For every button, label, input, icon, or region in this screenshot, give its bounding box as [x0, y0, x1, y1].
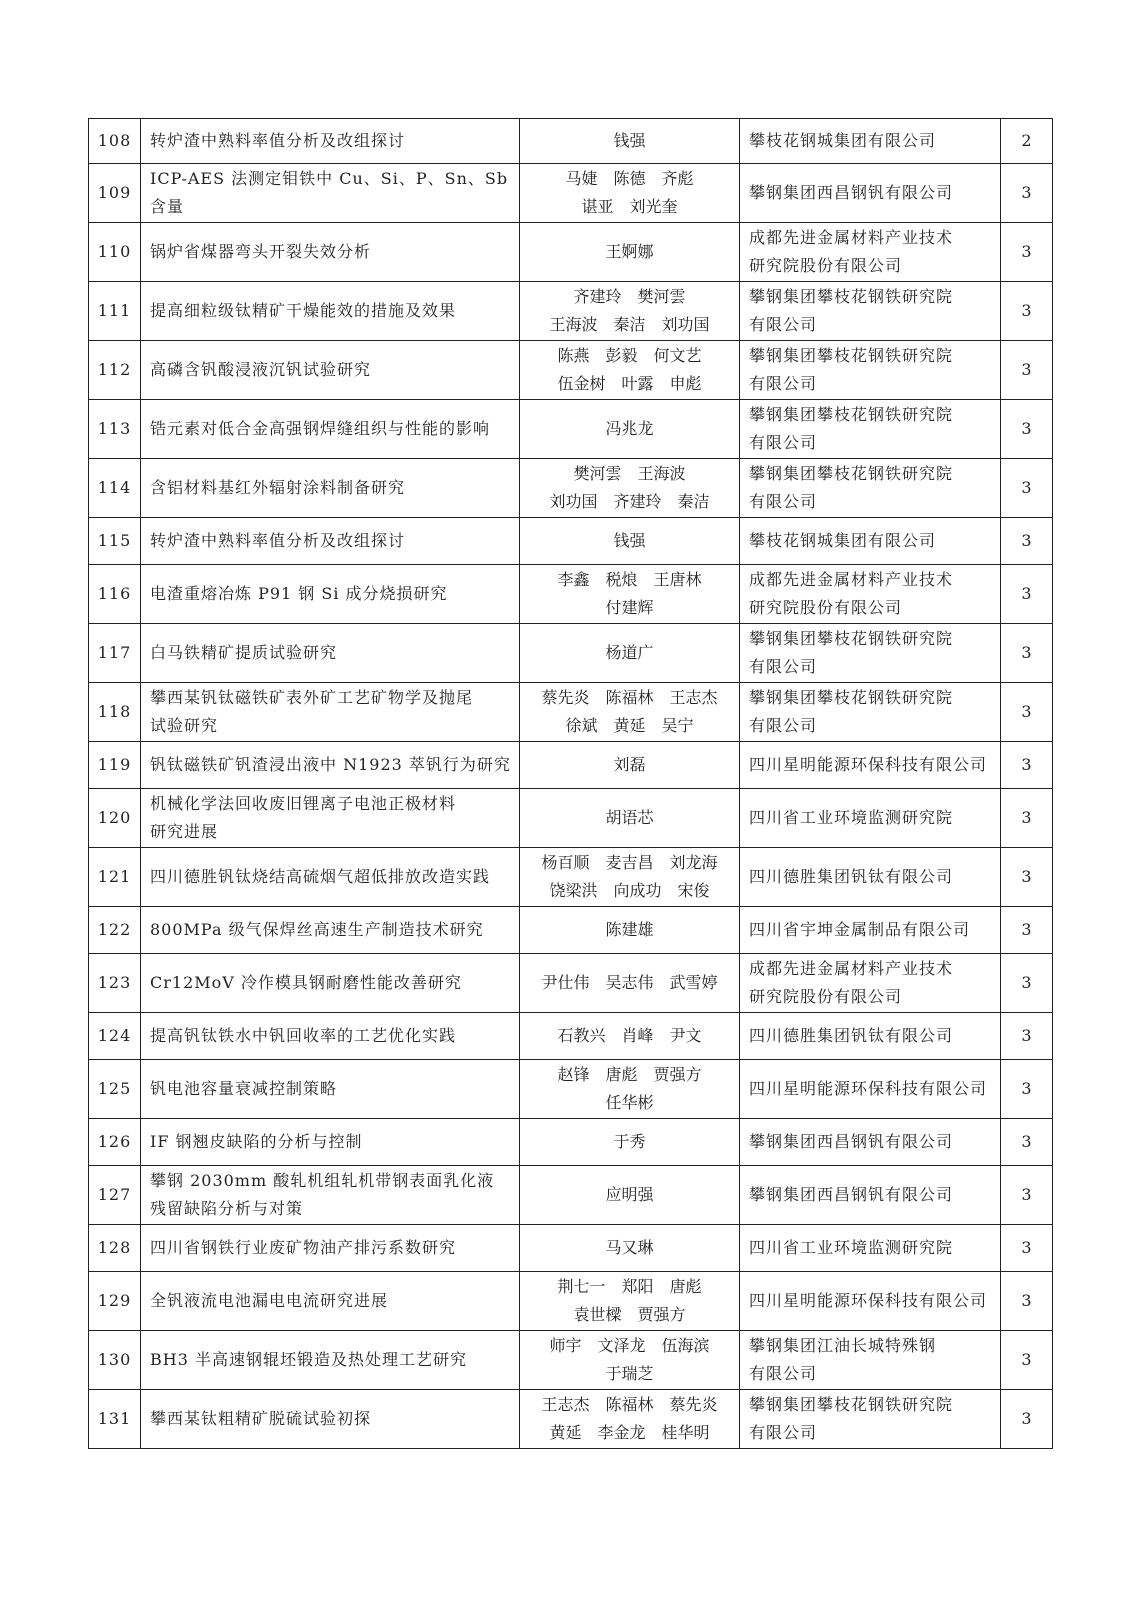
paper-authors [520, 400, 740, 459]
paper-authors [520, 164, 740, 223]
paper-title-line: 钒电池容量衰减控制策略 [150, 1079, 338, 1098]
award-grade: 3 [1001, 683, 1053, 742]
paper-authors-line: 蔡先炎 陈福林 王志杰 [541, 688, 718, 707]
row-number: 112 [89, 341, 141, 400]
row-number: 108 [89, 119, 141, 164]
paper-authors-line: 应明强 [605, 1185, 654, 1204]
author-unit-line: 四川星明能源环保科技有限公司 [749, 1079, 988, 1098]
paper-authors-line: 任华彬 [605, 1093, 654, 1112]
paper-authors-line: 杨百顺 麦吉昌 刘龙海 [541, 853, 718, 872]
paper-title [141, 341, 520, 400]
table-row [89, 1225, 1053, 1272]
award-grade: 3 [1001, 1331, 1053, 1390]
row-number: 117 [89, 624, 141, 683]
paper-title [141, 624, 520, 683]
author-unit-line: 成都先进金属材料产业技术 [749, 570, 954, 589]
paper-title [141, 1119, 520, 1166]
paper-title-line: 电渣重熔冶炼 P91 钢 Si 成分烧损研究 [150, 584, 448, 603]
author-unit [740, 119, 1001, 164]
author-unit [740, 1225, 1001, 1272]
paper-authors-line: 胡语芯 [605, 808, 654, 827]
row-number: 120 [89, 789, 141, 848]
table-row [89, 907, 1053, 954]
paper-title-line: 转炉渣中熟料率值分析及改组探讨 [150, 531, 406, 550]
author-unit-line: 攀钢集团攀枝花钢铁研究院 [749, 1395, 954, 1414]
award-grade: 3 [1001, 907, 1053, 954]
paper-authors-line: 杨道广 [605, 643, 654, 662]
row-number: 130 [89, 1331, 141, 1390]
author-unit-line: 四川星明能源环保科技有限公司 [749, 755, 988, 774]
author-unit-line: 攀钢集团攀枝花钢铁研究院 [749, 688, 954, 707]
paper-title-line: 锅炉省煤器弯头开裂失效分析 [150, 242, 372, 261]
paper-title [141, 164, 520, 223]
award-grade: 3 [1001, 954, 1053, 1013]
paper-authors-line: 付建辉 [605, 598, 654, 617]
author-unit [740, 1013, 1001, 1060]
paper-authors-line: 齐建玲 樊河雲 [573, 287, 686, 306]
author-unit-line: 四川德胜集团钒钛有限公司 [749, 1026, 954, 1045]
row-number: 114 [89, 459, 141, 518]
author-unit [740, 518, 1001, 565]
paper-title-line: IF 钢翘皮缺陷的分析与控制 [150, 1132, 363, 1151]
paper-authors-line: 王海波 秦洁 刘功国 [549, 315, 710, 334]
award-grade: 3 [1001, 1272, 1053, 1331]
paper-authors [520, 954, 740, 1013]
paper-authors [520, 624, 740, 683]
paper-authors-line: 王婀娜 [605, 242, 654, 261]
paper-title-line: 攀西某钒钛磁铁矿表外矿工艺矿物学及抛尾 [150, 688, 474, 707]
paper-title [141, 1166, 520, 1225]
table-row [89, 341, 1053, 400]
table-row [89, 400, 1053, 459]
author-unit-line: 攀钢集团攀枝花钢铁研究院 [749, 629, 954, 648]
paper-authors [520, 119, 740, 164]
paper-authors [520, 848, 740, 907]
author-unit [740, 282, 1001, 341]
row-number: 115 [89, 518, 141, 565]
author-unit-line: 有限公司 [749, 1364, 818, 1383]
paper-authors-line: 冯兆龙 [605, 419, 654, 438]
paper-title-line: 白马铁精矿提质试验研究 [150, 643, 338, 662]
author-unit-line: 攀钢集团攀枝花钢铁研究院 [749, 287, 954, 306]
table-row [89, 1060, 1053, 1119]
author-unit [740, 742, 1001, 789]
paper-authors-line: 赵锋 唐彪 贾强方 [557, 1065, 702, 1084]
paper-authors [520, 1390, 740, 1449]
paper-title [141, 1013, 520, 1060]
paper-title-line: 锆元素对低合金高强钢焊缝组织与性能的影响 [150, 419, 491, 438]
author-unit-line: 攀钢集团西昌钢钒有限公司 [749, 1132, 954, 1151]
award-grade: 3 [1001, 1225, 1053, 1272]
paper-title-line: 机械化学法回收废旧锂离子电池正极材料 [150, 794, 457, 813]
award-table [88, 118, 1053, 1449]
author-unit [740, 907, 1001, 954]
row-number: 131 [89, 1390, 141, 1449]
paper-authors [520, 282, 740, 341]
table-row [89, 742, 1053, 789]
table-row [89, 282, 1053, 341]
award-grade: 3 [1001, 565, 1053, 624]
table-row [89, 518, 1053, 565]
paper-authors [520, 1013, 740, 1060]
table-row [89, 848, 1053, 907]
paper-authors-line: 李鑫 税烺 王唐林 [557, 570, 702, 589]
paper-authors [520, 459, 740, 518]
paper-authors-line: 钱强 [613, 131, 646, 150]
author-unit-line: 成都先进金属材料产业技术 [749, 959, 954, 978]
paper-authors-line: 马婕 陈德 齐彪 [565, 169, 694, 188]
paper-title-line: 四川省钢铁行业废矿物油产排污系数研究 [150, 1238, 457, 1257]
table-row [89, 1166, 1053, 1225]
paper-authors-line: 饶梁洪 向成功 宋俊 [549, 881, 710, 900]
paper-title-line: 提高钒钛铁水中钒回收率的工艺优化实践 [150, 1026, 457, 1045]
paper-authors-line: 师宇 文泽龙 伍海滨 [549, 1336, 710, 1355]
author-unit-line: 研究院股份有限公司 [749, 598, 903, 617]
award-grade: 3 [1001, 1013, 1053, 1060]
paper-authors-line: 马又琳 [605, 1238, 654, 1257]
paper-title [141, 789, 520, 848]
paper-title-line: 研究进展 [150, 822, 219, 841]
award-grade: 3 [1001, 1166, 1053, 1225]
paper-title-line: 高磷含钒酸浸液沉钒试验研究 [150, 360, 372, 379]
paper-title [141, 1272, 520, 1331]
author-unit-line: 有限公司 [749, 315, 818, 334]
award-grade: 3 [1001, 848, 1053, 907]
paper-title [141, 1225, 520, 1272]
table-row [89, 954, 1053, 1013]
paper-title-line: 提高细粒级钛精矿干燥能效的措施及效果 [150, 301, 457, 320]
row-number: 123 [89, 954, 141, 1013]
author-unit [740, 1331, 1001, 1390]
paper-title [141, 1060, 520, 1119]
paper-authors [520, 341, 740, 400]
award-grade: 3 [1001, 1390, 1053, 1449]
row-number: 125 [89, 1060, 141, 1119]
paper-authors-line: 钱强 [613, 531, 646, 550]
paper-title [141, 1390, 520, 1449]
row-number: 122 [89, 907, 141, 954]
paper-title [141, 223, 520, 282]
author-unit-line: 攀钢集团江油长城特殊钢 [749, 1336, 937, 1355]
author-unit-line: 攀钢集团西昌钢钒有限公司 [749, 1185, 954, 1204]
row-number: 124 [89, 1013, 141, 1060]
paper-title-line: 残留缺陷分析与对策 [150, 1199, 304, 1218]
award-grade: 3 [1001, 223, 1053, 282]
table-row [89, 1013, 1053, 1060]
paper-title [141, 1331, 520, 1390]
author-unit-line: 有限公司 [749, 716, 818, 735]
author-unit-line: 攀钢集团攀枝花钢铁研究院 [749, 405, 954, 424]
paper-title-line: 攀钢 2030mm 酸轧机组轧机带钢表面乳化液 [150, 1171, 495, 1190]
author-unit-line: 研究院股份有限公司 [749, 987, 903, 1006]
paper-authors-line: 黄延 李金龙 桂华明 [549, 1423, 710, 1442]
author-unit [740, 1166, 1001, 1225]
row-number: 119 [89, 742, 141, 789]
author-unit-line: 有限公司 [749, 492, 818, 511]
author-unit [740, 459, 1001, 518]
paper-authors-line: 陈燕 彭毅 何文艺 [557, 346, 702, 365]
row-number: 111 [89, 282, 141, 341]
row-number: 127 [89, 1166, 141, 1225]
table-row [89, 624, 1053, 683]
paper-title-line: 四川德胜钒钛烧结高硫烟气超低排放改造实践 [150, 867, 491, 886]
paper-authors [520, 1060, 740, 1119]
paper-title-line: 800MPa 级气保焊丝高速生产制造技术研究 [150, 920, 484, 939]
paper-title [141, 683, 520, 742]
paper-title [141, 119, 520, 164]
paper-title [141, 400, 520, 459]
table-row [89, 164, 1053, 223]
paper-authors [520, 1272, 740, 1331]
paper-title-line: BH3 半高速钢辊坯锻造及热处理工艺研究 [150, 1350, 467, 1369]
paper-authors [520, 1225, 740, 1272]
paper-authors-line: 伍金树 叶露 申彪 [557, 374, 702, 393]
paper-authors [520, 1119, 740, 1166]
author-unit-line: 攀钢集团攀枝花钢铁研究院 [749, 464, 954, 483]
paper-authors-line: 石教兴 肖峰 尹文 [557, 1026, 702, 1045]
author-unit [740, 848, 1001, 907]
paper-title [141, 742, 520, 789]
paper-authors-line: 樊河雲 王海波 [573, 464, 686, 483]
row-number: 128 [89, 1225, 141, 1272]
table-row [89, 565, 1053, 624]
row-number: 121 [89, 848, 141, 907]
award-grade: 3 [1001, 400, 1053, 459]
paper-authors-line: 徐斌 黄延 吴宁 [565, 716, 694, 735]
paper-authors [520, 683, 740, 742]
author-unit-line: 四川德胜集团钒钛有限公司 [749, 867, 954, 886]
paper-authors [520, 223, 740, 282]
table-row [89, 789, 1053, 848]
paper-title [141, 848, 520, 907]
paper-title [141, 565, 520, 624]
row-number: 113 [89, 400, 141, 459]
author-unit-line: 有限公司 [749, 433, 818, 452]
paper-title [141, 459, 520, 518]
author-unit-line: 四川星明能源环保科技有限公司 [749, 1291, 988, 1310]
paper-authors [520, 789, 740, 848]
award-grade: 3 [1001, 459, 1053, 518]
table-row [89, 1331, 1053, 1390]
paper-authors-line: 王志杰 陈福林 蔡先炎 [541, 1395, 718, 1414]
author-unit-line: 研究院股份有限公司 [749, 256, 903, 275]
author-unit-line: 有限公司 [749, 1423, 818, 1442]
award-grade: 3 [1001, 1119, 1053, 1166]
author-unit [740, 624, 1001, 683]
paper-authors [520, 907, 740, 954]
paper-authors-line: 陈建雄 [605, 920, 654, 939]
row-number: 110 [89, 223, 141, 282]
paper-title [141, 954, 520, 1013]
author-unit-line: 成都先进金属材料产业技术 [749, 228, 954, 247]
row-number: 109 [89, 164, 141, 223]
row-number: 118 [89, 683, 141, 742]
paper-title-line: Cr12MoV 冷作模具钢耐磨性能改善研究 [150, 973, 462, 992]
table-row [89, 459, 1053, 518]
author-unit [740, 341, 1001, 400]
table-row [89, 1390, 1053, 1449]
paper-authors-line: 刘功国 齐建玲 秦洁 [549, 492, 710, 511]
table-row [89, 119, 1053, 164]
author-unit [740, 565, 1001, 624]
author-unit-line: 四川省工业环境监测研究院 [749, 1238, 954, 1257]
author-unit [740, 1390, 1001, 1449]
table-row [89, 1119, 1053, 1166]
author-unit [740, 1060, 1001, 1119]
award-grade: 3 [1001, 518, 1053, 565]
author-unit-line: 攀枝花钢城集团有限公司 [749, 131, 937, 150]
award-grade: 3 [1001, 624, 1053, 683]
paper-title-line: ICP-AES 法测定钼铁中 Cu、Si、P、Sn、Sb [150, 169, 509, 188]
paper-title-line: 钒钛磁铁矿钒渣浸出液中 N1923 萃钒行为研究 [150, 755, 511, 774]
author-unit [740, 164, 1001, 223]
paper-authors [520, 565, 740, 624]
paper-title [141, 907, 520, 954]
author-unit-line: 攀钢集团攀枝花钢铁研究院 [749, 346, 954, 365]
award-grade: 2 [1001, 119, 1053, 164]
row-number: 129 [89, 1272, 141, 1331]
author-unit-line: 有限公司 [749, 374, 818, 393]
paper-title-line: 试验研究 [150, 716, 219, 735]
award-grade: 3 [1001, 164, 1053, 223]
author-unit-line: 四川省工业环境监测研究院 [749, 808, 954, 827]
award-grade: 3 [1001, 341, 1053, 400]
author-unit-line: 攀钢集团西昌钢钒有限公司 [749, 183, 954, 202]
table-body [89, 119, 1053, 1449]
table-row [89, 683, 1053, 742]
table-row [89, 223, 1053, 282]
paper-authors-line: 袁世樑 贾强方 [573, 1305, 686, 1324]
author-unit-line: 有限公司 [749, 657, 818, 676]
paper-authors-line: 于瑞芝 [605, 1364, 654, 1383]
author-unit [740, 400, 1001, 459]
author-unit [740, 1119, 1001, 1166]
paper-title-line: 含铝材料基红外辐射涂料制备研究 [150, 478, 406, 497]
paper-authors [520, 742, 740, 789]
award-grade: 3 [1001, 742, 1053, 789]
author-unit [740, 1272, 1001, 1331]
award-grade: 3 [1001, 1060, 1053, 1119]
paper-authors-line: 于秀 [613, 1132, 646, 1151]
paper-authors-line: 荆七一 郑阳 唐彪 [557, 1277, 702, 1296]
paper-authors-line: 尹仕伟 吴志伟 武雪婷 [541, 973, 718, 992]
paper-authors [520, 518, 740, 565]
paper-authors [520, 1331, 740, 1390]
award-grade: 3 [1001, 282, 1053, 341]
row-number: 126 [89, 1119, 141, 1166]
author-unit [740, 954, 1001, 1013]
document-page [88, 118, 1052, 1449]
paper-title [141, 518, 520, 565]
author-unit-line: 四川省宇坤金属制品有限公司 [749, 920, 971, 939]
award-grade: 3 [1001, 789, 1053, 848]
author-unit [740, 223, 1001, 282]
paper-title [141, 282, 520, 341]
author-unit [740, 683, 1001, 742]
paper-title-line: 含量 [150, 197, 185, 216]
paper-title-line: 攀西某钛粗精矿脱硫试验初探 [150, 1409, 372, 1428]
table-row [89, 1272, 1053, 1331]
author-unit-line: 攀枝花钢城集团有限公司 [749, 531, 937, 550]
paper-authors-line: 谌亚 刘光奎 [581, 197, 678, 216]
row-number: 116 [89, 565, 141, 624]
paper-authors-line: 刘磊 [613, 755, 646, 774]
paper-authors [520, 1166, 740, 1225]
author-unit [740, 789, 1001, 848]
paper-title-line: 全钒液流电池漏电电流研究进展 [150, 1291, 389, 1310]
paper-title-line: 转炉渣中熟料率值分析及改组探讨 [150, 131, 406, 150]
